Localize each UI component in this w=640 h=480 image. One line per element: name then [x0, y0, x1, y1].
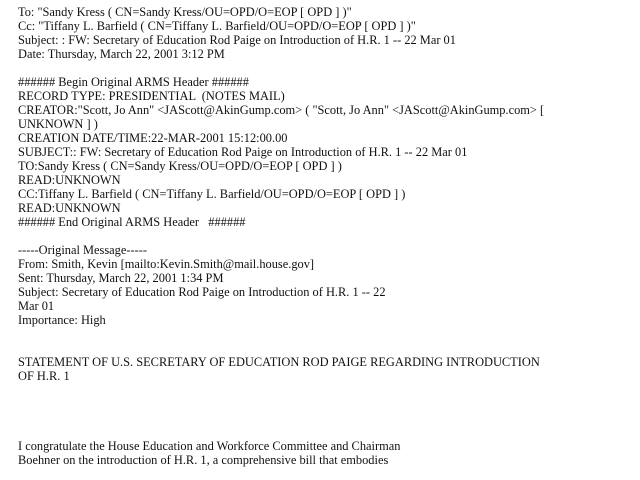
arms-creator-line-2: UNKNOWN ] ) — [18, 117, 98, 131]
arms-creation-date: CREATION DATE/TIME:22-MAR-2001 15:12:00.00 — [18, 131, 288, 145]
original-message-importance: Importance: High — [18, 313, 106, 327]
email-to-line: To: "Sandy Kress ( CN=Sandy Kress/OU=OPD/O=EOP [ OPD ] )" — [18, 5, 352, 19]
original-message-from: From: Smith, Kevin [mailto:Kevin.Smith@mail.house.gov] — [18, 257, 315, 271]
arms-to: TO:Sandy Kress ( CN=Sandy Kress/OU=OPD/O=EOP [ OPD ] ) — [18, 159, 342, 173]
email-subject-line: Subject: : FW: Secretary of Education Rod Paige on Introduction of H.R. 1 -- 22 Mar 01 — [18, 33, 456, 47]
email-date-line: Date: Thursday, March 22, 2001 3:12 PM — [18, 47, 225, 61]
statement-body-line-2: Boehner on the introduction of H.R. 1, a comprehensive bill that embodies — [18, 453, 389, 467]
original-message-sent: Sent: Thursday, March 22, 2001 1:34 PM — [18, 271, 224, 285]
arms-cc: CC:Tiffany L. Barfield ( CN=Tiffany L. Barfield/OU=OPD/O=EOP [ OPD ] ) — [18, 187, 406, 201]
arms-read-status-1: READ:UNKNOWN — [18, 173, 121, 187]
arms-read-status-2: READ:UNKNOWN — [18, 201, 121, 215]
statement-title-line-2: OF H.R. 1 — [18, 369, 70, 383]
original-message-subject-line-1: Subject: Secretary of Education Rod Paige on Introduction of H.R. 1 -- 22 — [18, 285, 386, 299]
email-cc-line: Cc: "Tiffany L. Barfield ( CN=Tiffany L. Barfield/OU=OPD/O=EOP [ OPD ] )" — [18, 19, 416, 33]
statement-title-line-1: STATEMENT OF U.S. SECRETARY OF EDUCATION ROD PAIGE REGARDING INTRODUCTION — [18, 355, 540, 369]
arms-subject: SUBJECT:: FW: Secretary of Education Rod Paige on Introduction of H.R. 1 -- 22 Mar 01 — [18, 145, 468, 159]
arms-creator-line-1: CREATOR:"Scott, Jo Ann" <JAScott@AkinGump.com> ( "Scott, Jo Ann" <JAScott@AkinGump.com> [ — [18, 103, 545, 117]
statement-body-line-1: I congratulate the House Education and Workforce Committee and Chairman — [18, 439, 401, 453]
arms-header-end: ###### End Original ARMS Header ###### — [18, 215, 246, 229]
arms-record-type: RECORD TYPE: PRESIDENTIAL (NOTES MAIL) — [18, 89, 285, 103]
arms-header-begin: ###### Begin Original ARMS Header ###### — [18, 75, 249, 89]
original-message-subject-line-2: Mar 01 — [18, 299, 55, 313]
original-message-separator: -----Original Message----- — [18, 243, 148, 257]
